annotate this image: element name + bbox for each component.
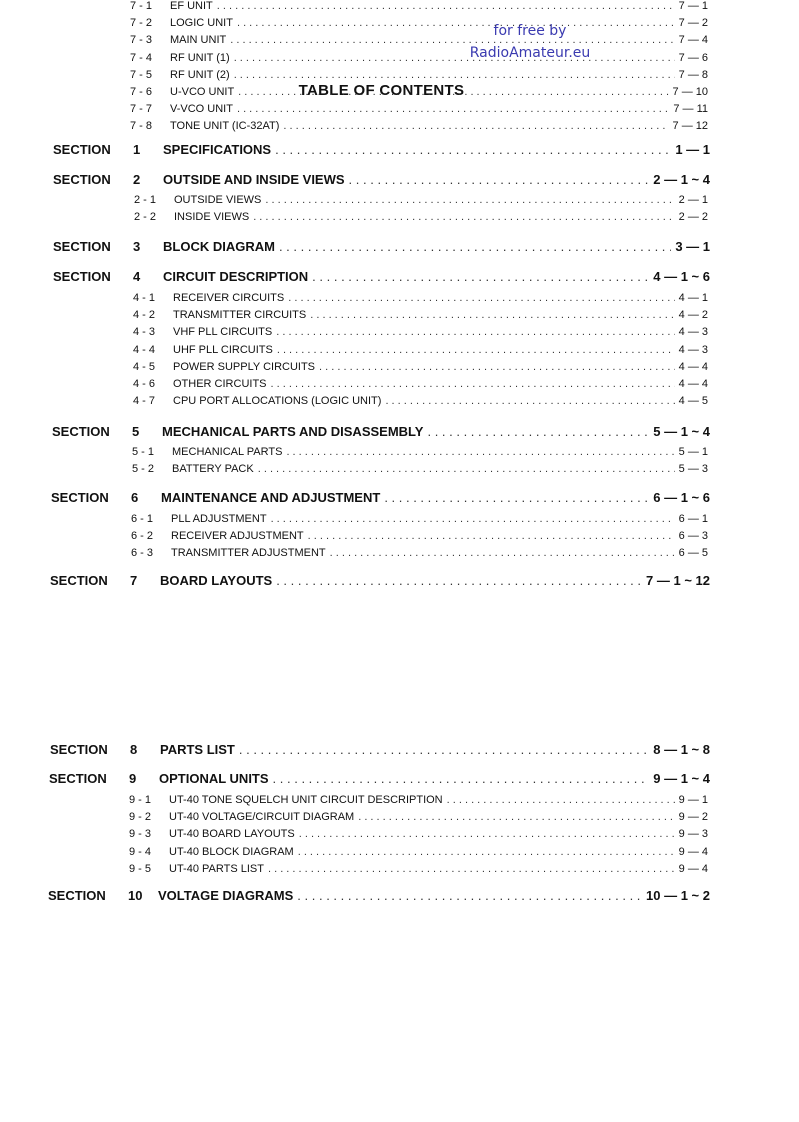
toc-section-row[interactable]	[53, 142, 710, 160]
section-title: OUTSIDE AND INSIDE VIEWS	[163, 172, 345, 187]
dot-leader	[283, 120, 668, 132]
section-page: 1 — 1	[675, 142, 710, 157]
section-page: 6 — 1 ~ 6	[653, 490, 710, 505]
dot-leader	[217, 0, 675, 12]
subsection-number: 9 - 2	[129, 811, 152, 824]
toc-subsection-row[interactable]	[130, 17, 708, 32]
toc-subsection-row[interactable]	[133, 378, 708, 393]
subsection-number: 6 - 3	[131, 547, 154, 560]
subsection-page: 2 — 1	[678, 194, 708, 206]
subsection-page: 5 — 1	[678, 446, 708, 458]
subsection-title: TRANSMITTER ADJUSTMENT	[171, 547, 326, 560]
dot-leader	[319, 361, 675, 373]
subsection-page: 4 — 5	[678, 395, 708, 408]
subsection-page: 4 — 4	[678, 378, 708, 390]
subsection-page: 4 — 3	[678, 326, 708, 339]
dot-leader	[358, 811, 674, 823]
subsection-number: 7 - 8	[130, 120, 153, 133]
toc-section-row[interactable]	[50, 742, 710, 760]
subsection-page: 7 — 11	[673, 103, 708, 116]
subsection-title: MECHANICAL PARTS	[172, 446, 283, 458]
subsection-page: 7 — 8	[678, 68, 708, 81]
toc-section-row[interactable]	[49, 771, 710, 789]
toc-subsection-row[interactable]	[133, 395, 708, 410]
subsection-title: LOGIC UNIT	[170, 17, 233, 30]
subsection-title: TONE UNIT (IC-32AT)	[170, 120, 280, 133]
subsection-title: BATTERY PACK	[172, 463, 254, 476]
toc-subsection-row[interactable]	[130, 52, 708, 67]
subsection-number: 5 - 2	[132, 463, 155, 476]
subsection-title: UHF PLL CIRCUITS	[173, 343, 273, 356]
dot-leader	[253, 211, 674, 223]
subsection-title: RF UNIT (2)	[170, 68, 230, 81]
subsection-number: 6 - 2	[131, 530, 154, 543]
subsection-title: RECEIVER ADJUSTMENT	[171, 530, 304, 543]
subsection-page: 7 — 10	[672, 86, 708, 98]
section-label: SECTION	[51, 490, 109, 505]
subsection-title: V-VCO UNIT	[170, 103, 233, 116]
subsection-page: 7 — 2	[678, 17, 708, 30]
subsection-title: INSIDE VIEWS	[174, 211, 250, 224]
dot-leader	[238, 86, 668, 98]
toc-subsection-row[interactable]	[133, 361, 708, 376]
toc-section-row[interactable]	[53, 269, 710, 287]
section-title: MECHANICAL PARTS AND DISASSEMBLY	[162, 424, 424, 439]
toc-subsection-row[interactable]	[131, 547, 708, 562]
dot-leader	[447, 794, 675, 806]
section-label: SECTION	[50, 742, 108, 757]
section-number: 9	[129, 771, 137, 786]
subsection-page: 4 — 4	[678, 360, 708, 373]
dot-leader	[298, 846, 675, 858]
subsection-number: 4 - 3	[133, 326, 156, 339]
toc-subsection-row[interactable]	[130, 0, 708, 15]
subsection-number: 7 - 2	[130, 17, 153, 30]
subsection-title: PLL ADJUSTMENT	[171, 513, 267, 525]
section-title: PARTS LIST	[160, 742, 235, 757]
subsection-title: EF UNIT	[170, 0, 213, 12]
toc-subsection-row[interactable]	[129, 811, 708, 826]
dot-leader	[286, 446, 674, 458]
watermark-line-2: RadioAmateur.eu	[469, 45, 591, 61]
dot-leader	[271, 513, 675, 525]
dot-leader	[312, 269, 649, 284]
toc-subsection-row[interactable]	[130, 34, 708, 49]
toc-subsection-row[interactable]	[134, 211, 708, 226]
section-title: VOLTAGE DIAGRAMS	[158, 888, 294, 903]
dot-leader	[297, 888, 642, 903]
toc-subsection-row[interactable]	[130, 103, 708, 118]
section-label: SECTION	[52, 424, 110, 439]
dot-leader	[279, 239, 671, 254]
toc-subsection-row[interactable]	[133, 292, 708, 307]
subsection-page: 9 — 4	[678, 845, 708, 858]
subsection-number: 7 - 5	[130, 68, 153, 81]
dot-leader	[385, 395, 674, 407]
dot-leader	[308, 530, 675, 542]
subsection-page: 2 — 2	[678, 211, 708, 224]
dot-leader	[234, 52, 675, 64]
dot-leader	[239, 742, 649, 757]
section-number: 6	[131, 490, 139, 505]
subsection-title: VHF PLL CIRCUITS	[173, 326, 273, 339]
section-label: SECTION	[49, 771, 107, 786]
dot-leader	[276, 573, 642, 588]
dot-leader	[288, 292, 674, 304]
toc-subsection-row[interactable]	[129, 846, 708, 861]
subsection-page: 6 — 5	[678, 547, 708, 560]
section-number: 8	[130, 742, 138, 757]
subsection-title: RF UNIT (1)	[170, 51, 230, 64]
toc-subsection-row[interactable]	[131, 530, 708, 545]
section-title: CIRCUIT DESCRIPTION	[163, 269, 309, 284]
toc-subsection-row[interactable]	[130, 120, 708, 135]
dot-leader	[330, 547, 675, 559]
subsection-page: 9 — 4	[678, 862, 708, 875]
subsection-page: 7 — 12	[672, 120, 708, 133]
subsection-page: 6 — 1	[678, 513, 708, 525]
section-page: 2 — 1 ~ 4	[653, 172, 710, 187]
toc-subsection-row[interactable]	[130, 69, 708, 84]
toc-section-row[interactable]	[48, 888, 710, 906]
subsection-number: 9 - 4	[129, 845, 152, 858]
subsection-title: OUTSIDE VIEWS	[174, 194, 262, 206]
subsection-page: 7 — 6	[678, 51, 708, 64]
subsection-number: 7 - 4	[130, 51, 153, 64]
subsection-title: RECEIVER CIRCUITS	[173, 292, 285, 304]
subsection-number: 7 - 6	[130, 86, 153, 98]
section-page: 4 — 1 ~ 6	[653, 269, 710, 284]
dot-leader	[258, 463, 675, 475]
dot-leader	[276, 326, 674, 338]
subsection-number: 9 - 1	[129, 794, 152, 806]
subsection-number: 4 - 5	[133, 360, 156, 373]
subsection-number: 4 - 2	[133, 309, 156, 322]
subsection-title: UT-40 VOLTAGE/CIRCUIT DIAGRAM	[169, 811, 355, 824]
toc-subsection-row[interactable]	[133, 309, 708, 324]
toc-subsection-row[interactable]	[129, 828, 708, 843]
toc-subsection-row[interactable]	[129, 794, 708, 809]
section-number: 4	[133, 269, 141, 284]
subsection-title: UT-40 BOARD LAYOUTS	[169, 828, 295, 841]
section-title: BLOCK DIAGRAM	[163, 239, 275, 254]
subsection-number: 7 - 1	[130, 0, 153, 12]
section-label: SECTION	[48, 888, 106, 903]
dot-leader	[271, 378, 675, 390]
dot-leader	[273, 771, 650, 786]
toc-section-row[interactable]	[53, 172, 710, 190]
dot-leader	[427, 424, 649, 439]
dot-leader	[265, 194, 674, 206]
subsection-title: TRANSMITTER CIRCUITS	[173, 309, 307, 322]
subsection-title: POWER SUPPLY CIRCUITS	[173, 360, 316, 373]
subsection-page: 9 — 1	[678, 794, 708, 806]
subsection-page: 9 — 3	[678, 828, 708, 841]
subsection-number: 2 - 1	[134, 194, 157, 206]
subsection-title: UT-40 PARTS LIST	[169, 862, 264, 875]
section-title: MAINTENANCE AND ADJUSTMENT	[161, 490, 381, 505]
toc-section-row[interactable]	[50, 573, 710, 591]
subsection-title: CPU PORT ALLOCATIONS (LOGIC UNIT)	[173, 395, 382, 408]
watermark-line-1: for free by	[493, 23, 567, 39]
subsection-number: 4 - 6	[133, 378, 156, 390]
subsection-title: UT-40 BLOCK DIAGRAM	[169, 845, 294, 858]
toc-subsection-row[interactable]	[133, 344, 708, 359]
subsection-page: 4 — 1	[678, 292, 708, 304]
page-title: TABLE OF CONTENTS	[298, 82, 465, 99]
subsection-number: 5 - 1	[132, 446, 155, 458]
subsection-title: OTHER CIRCUITS	[173, 378, 267, 390]
dot-leader	[275, 142, 671, 157]
section-label: SECTION	[53, 142, 111, 157]
toc-section-row[interactable]	[51, 490, 710, 508]
section-page: 3 — 1	[675, 239, 710, 254]
subsection-page: 4 — 3	[678, 343, 708, 356]
section-label: SECTION	[53, 269, 111, 284]
dot-leader	[237, 17, 675, 29]
dot-leader	[384, 490, 649, 505]
dot-leader	[237, 103, 669, 115]
subsection-page: 7 — 4	[678, 34, 708, 47]
section-page: 9 — 1 ~ 4	[653, 771, 710, 786]
section-number: 7	[130, 573, 138, 588]
toc-section-row[interactable]	[52, 424, 710, 442]
dot-leader	[310, 309, 674, 321]
toc-section-row[interactable]	[53, 239, 710, 257]
subsection-number: 6 - 1	[131, 513, 154, 525]
dot-leader	[234, 69, 675, 81]
toc-subsection-row[interactable]	[129, 863, 708, 878]
subsection-page: 4 — 2	[678, 309, 708, 322]
subsection-number: 4 - 4	[133, 343, 156, 356]
toc-subsection-row[interactable]	[133, 326, 708, 341]
section-number: 2	[133, 172, 141, 187]
section-title: BOARD LAYOUTS	[160, 573, 273, 588]
section-label: SECTION	[53, 239, 111, 254]
subsection-number: 2 - 2	[134, 211, 157, 224]
section-title: OPTIONAL UNITS	[159, 771, 269, 786]
subsection-number: 9 - 5	[129, 862, 152, 875]
dot-leader	[349, 172, 650, 187]
section-number: 3	[133, 239, 141, 254]
section-label: SECTION	[53, 172, 111, 187]
subsection-title: U-VCO UNIT	[170, 86, 235, 98]
subsection-page: 7 — 1	[678, 0, 708, 12]
dot-leader	[268, 863, 675, 875]
subsection-page: 5 — 3	[678, 463, 708, 476]
section-page: 5 — 1 ~ 4	[653, 424, 710, 439]
subsection-title: UT-40 TONE SQUELCH UNIT CIRCUIT DESCRIPTION	[169, 794, 443, 806]
dot-leader	[299, 828, 675, 840]
section-number: 1	[133, 142, 141, 157]
toc-subsection-row[interactable]	[134, 194, 708, 209]
toc-subsection-row[interactable]	[131, 513, 708, 528]
subsection-number: 4 - 1	[133, 292, 156, 304]
subsection-number: 7 - 7	[130, 103, 153, 116]
toc-subsection-row[interactable]	[130, 86, 708, 101]
subsection-number: 7 - 3	[130, 34, 153, 47]
subsection-page: 6 — 3	[678, 530, 708, 543]
section-page: 7 — 1 ~ 12	[646, 573, 710, 588]
subsection-number: 4 - 7	[133, 395, 156, 408]
section-title: SPECIFICATIONS	[163, 142, 272, 157]
subsection-title: MAIN UNIT	[170, 34, 227, 47]
toc-subsection-row[interactable]	[132, 463, 708, 478]
section-number: 5	[132, 424, 140, 439]
subsection-page: 9 — 2	[678, 811, 708, 824]
dot-leader	[230, 34, 674, 46]
dot-leader	[277, 344, 675, 356]
section-page: 8 — 1 ~ 8	[653, 742, 710, 757]
section-number: 10	[128, 888, 143, 903]
subsection-number: 9 - 3	[129, 828, 152, 841]
section-label: SECTION	[50, 573, 108, 588]
toc-subsection-row[interactable]	[132, 446, 708, 461]
section-page: 10 — 1 ~ 2	[646, 888, 710, 903]
